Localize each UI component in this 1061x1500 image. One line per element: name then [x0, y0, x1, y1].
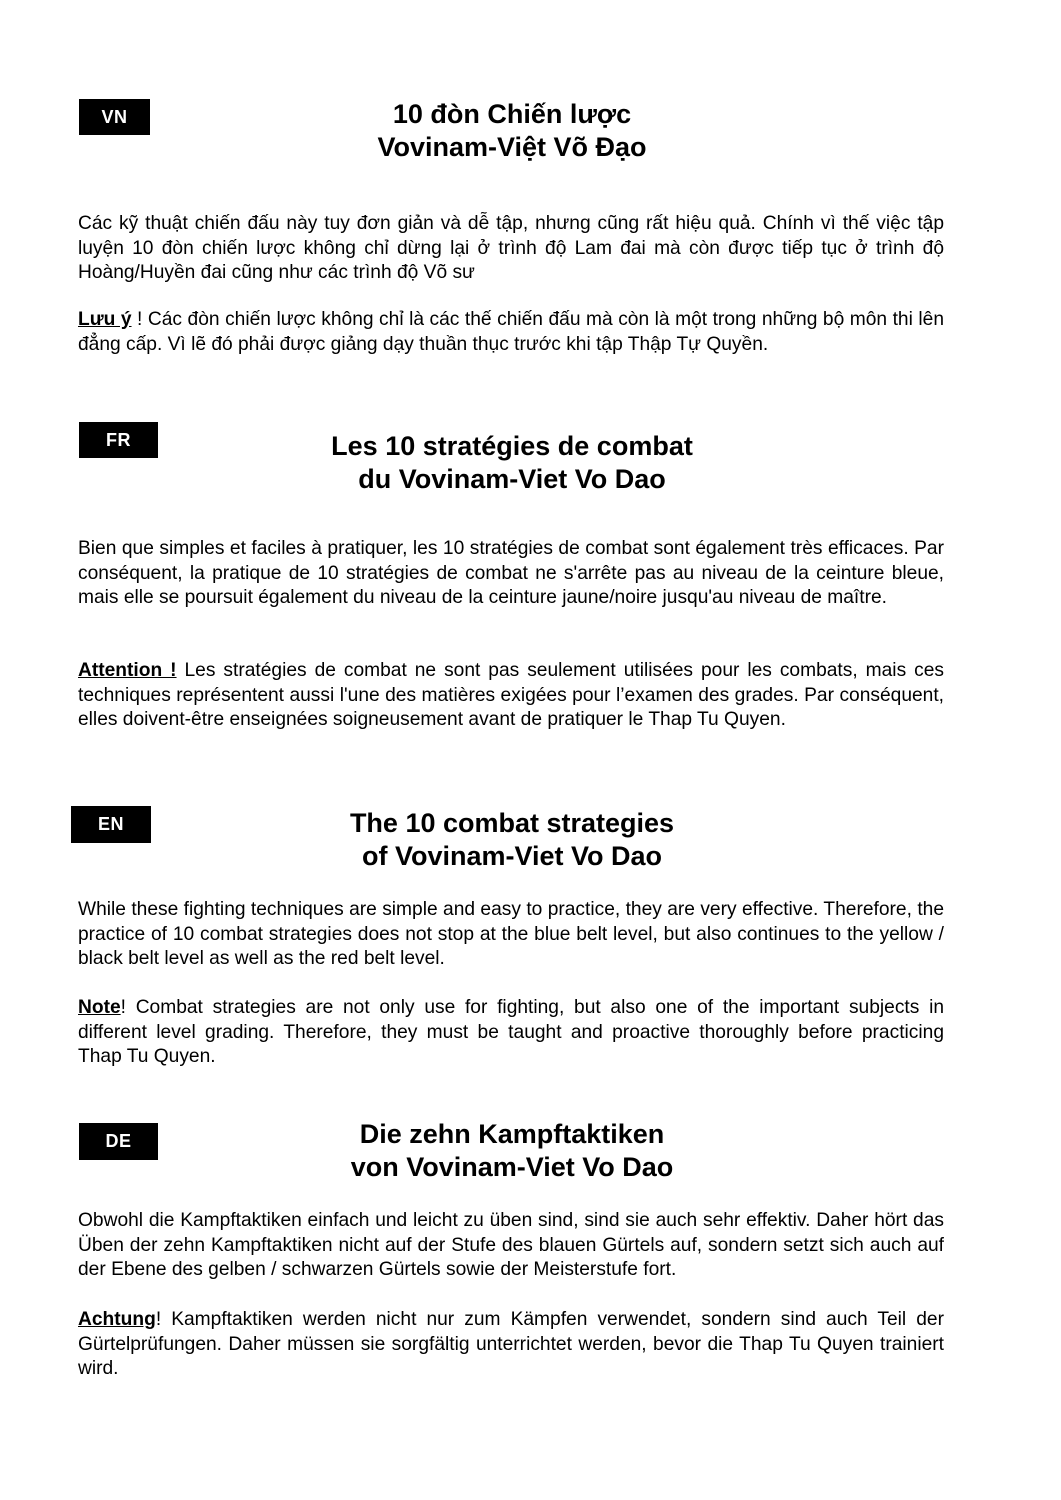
- title-vn: [262, 98, 762, 164]
- title-de: [262, 1118, 762, 1184]
- title-fr-line1: Les 10 stratégies de combat: [331, 431, 693, 461]
- note-label-de: Achtung: [78, 1309, 156, 1330]
- intro-en: While these fighting techniques are simple and easy to practice, they are very effective. Therefore, the practice of 10 combat strategies does not stop at the blue belt level, but also continues to the yellow / black belt level as well as the red belt level.: [78, 899, 944, 969]
- title-de-line1: Die zehn Kampftaktiken: [359, 1119, 665, 1149]
- note-text-en: ! Combat strategies are not only use for fighting, but also one of the important subjects in different level grading. Therefore, they must be taught and proactive thoroughly before practicing Thap Tu Quyen.: [78, 997, 944, 1067]
- note-label-vn: Lưu ý: [78, 309, 132, 330]
- intro-de: Obwohl die Kampftaktiken einfach und leicht zu üben sind, sind sie auch sehr effektiv. Daher hört das Üben der zehn Kampftaktiken nicht auf der Stufe des blauen Gürtels auf, sondern setzt sich auch auf der Ebene des gelben / schwarzen Gürtels sowie der Meisterstufe fort.: [78, 1210, 944, 1280]
- title-vn-line1: 10 đòn Chiến lược: [392, 99, 632, 129]
- title-en-line1: The 10 combat strategies: [349, 808, 675, 838]
- note-fr: [78, 659, 944, 733]
- note-text-de: ! Kampftaktiken werden nicht nur zum Kämpfen verwendet, sondern sind auch Teil der Gürtelprüfungen. Daher müssen sie sorgfältig unterrichtet werden, bevor die Thap Tu Quyen trainiert wird.: [78, 1309, 944, 1379]
- note-text-vn: ! Các đòn chiến lược không chỉ là các thế chiến đấu mà còn là một trong những bộ môn thi lên đẳng cấp. Vì lẽ đó phải được giảng dạy thuần thục trước khi tập Thập Tự Quyền.: [78, 309, 944, 355]
- language-badge-fr: FR: [79, 422, 158, 458]
- title-en: [262, 807, 762, 873]
- language-badge-de: DE: [79, 1123, 158, 1160]
- intro-vn: Các kỹ thuật chiến đấu này tuy đơn giản và dễ tập, nhưng cũng rất hiệu quả. Chính vì thế việc tập luyện 10 đòn chiến lược không chỉ dừng lại ở trình độ Lam đai mà còn được tiếp tục ở trình độ Hoàng/Huyền đai cũng như các trình độ Võ sư: [78, 213, 944, 283]
- note-de: [78, 1308, 944, 1382]
- title-de-line2: von Vovinam-Viet Vo Dao: [350, 1152, 674, 1182]
- intro-fr: Bien que simples et faciles à pratiquer, les 10 stratégies de combat sont également très efficaces. Par conséquent, la pratique de 10 stratégies de combat ne s'arrête pas au niveau de la ceinture bleue, mais elle se poursuit également du niveau de la ceinture jaune/noire jusqu'au niveau de maître.: [78, 538, 944, 608]
- title-vn-line2: Vovinam-Việt Võ Đạo: [377, 132, 647, 162]
- language-badge-vn: VN: [79, 99, 150, 135]
- language-badge-en: EN: [71, 806, 151, 843]
- note-en: [78, 996, 944, 1070]
- note-label-en: Note: [78, 997, 121, 1018]
- title-fr-line2: du Vovinam-Viet Vo Dao: [358, 464, 666, 494]
- title-en-line2: of Vovinam-Viet Vo Dao: [361, 841, 663, 871]
- title-fr: [262, 430, 762, 496]
- note-text-fr: Les stratégies de combat ne sont pas seulement utilisées pour les combats, mais ces techniques représentent aussi l'une des matières exigées pour l’examen des grades. Par conséquent, elles doivent-être enseignées soigneusement avant de pratiquer le Thap Tu Quyen.: [78, 660, 944, 730]
- note-label-fr: Attention !: [78, 660, 177, 681]
- note-vn: [78, 308, 944, 357]
